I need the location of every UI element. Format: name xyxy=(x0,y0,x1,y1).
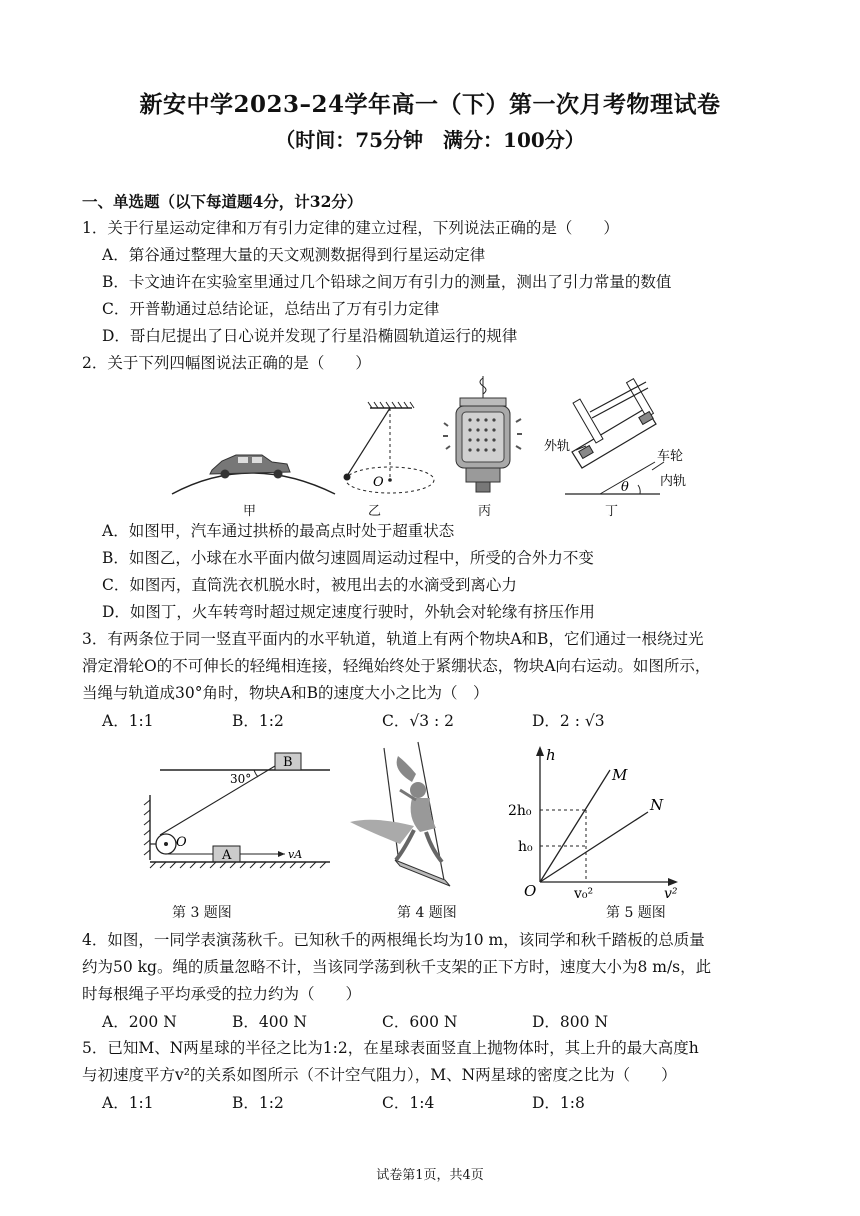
q3-angle-label: 30° xyxy=(230,772,252,786)
q3-stem-line-1: 3．有两条位于同一竖直平面内的水平轨道，轨道上有两个物块A和B，它们通过一根绕过光 xyxy=(82,630,704,648)
q4-option-b: B．400 N xyxy=(232,1013,307,1031)
q2-option-d: D．如图丁，火车转弯时超过规定速度行驶时，外轨会对轮缘有挤压作用 xyxy=(102,603,595,621)
q5-option-c: C．1:4 xyxy=(382,1094,435,1112)
q3-stem-line-3: 当绳与轨道成30°角时，物块A和B的速度大小之比为（ ） xyxy=(82,684,489,702)
q3-stem-line-2: 滑定滑轮O的不可伸长的轻绳相连接，轻绳始终处于紧绷状态，物块A向右运动。如图所示， xyxy=(82,657,711,675)
q3-block-b-label: B xyxy=(283,755,293,770)
q5-line-m-label: M xyxy=(612,766,628,784)
q3-option-a: A．1:1 xyxy=(102,712,154,730)
q3-pulley-figure xyxy=(144,753,330,868)
q5-figure-caption: 第 5 题图 xyxy=(606,905,666,921)
figure-label-ding: 丁 xyxy=(605,504,619,519)
q5-option-a: A．1:1 xyxy=(102,1094,154,1112)
q3-option-d: D．2 : √3 xyxy=(532,712,605,730)
q4-option-c: C．600 N xyxy=(382,1013,458,1031)
q4-figure-caption: 第 4 题图 xyxy=(397,905,457,921)
q3-block-a-label: A xyxy=(222,848,232,863)
q5-y-axis-label: h xyxy=(546,746,556,764)
q4-stem-line-1: 4．如图，一同学表演荡秋千。已知秋千的两根绳长均为10 m，该同学和秋千踏板的总质量 xyxy=(82,931,705,949)
q4-option-d: D．800 N xyxy=(532,1013,609,1031)
q5-h-v2-graph xyxy=(508,746,678,902)
q5-tick-2h0: 2h₀ xyxy=(508,803,532,819)
figure-label-yi: 乙 xyxy=(368,504,382,519)
page-footer: 试卷第1页，共4页 xyxy=(376,1168,484,1183)
theta-label: θ xyxy=(621,480,629,495)
q4-stem-line-3: 时每根绳子平均承受的拉力约为（ ） xyxy=(82,985,362,1003)
q3-option-c: C．√3 : 2 xyxy=(382,712,455,730)
section-heading: 一、单选题（以下每道题4分，计32分） xyxy=(82,192,363,211)
outer-rail-label: 外轨 xyxy=(544,439,571,454)
q5-option-d: D．1:8 xyxy=(532,1094,585,1112)
q4-swing-figure xyxy=(350,742,450,886)
q3-pulley-o-label: O xyxy=(176,835,187,850)
q1-stem: 1．关于行星运动定律和万有引力定律的建立过程，下列说法正确的是（ ） xyxy=(82,219,619,237)
pendulum-o-label: O xyxy=(373,475,384,490)
exam-subtitle: （时间：75分钟 满分：100分） xyxy=(275,128,585,152)
q1-option-c: C．开普勒通过总结论证，总结出了万有引力定律 xyxy=(102,300,440,318)
figure-label-jia: 甲 xyxy=(243,504,257,519)
q3-figure-caption: 第 3 题图 xyxy=(172,905,232,921)
q5-x-axis-label: v² xyxy=(664,886,678,902)
q5-stem-line-2: 与初速度平方v²的关系如图所示（不计空气阻力），M、N两星球的密度之比为（ ） xyxy=(82,1066,677,1084)
q2-option-c: C．如图丙，直筒洗衣机脱水时，被甩出去的水滴受到离心力 xyxy=(102,576,517,594)
q4-stem-line-2: 约为50 kg。绳的质量忽略不计，当该同学荡到秋千支架的正下方时，速度大小为8 m/s，此 xyxy=(82,958,712,976)
q2-option-b: B．如图乙，小球在水平面内做匀速圆周运动过程中，所受的合外力不变 xyxy=(102,549,594,567)
q2-option-a: A．如图甲，汽车通过拱桥的最高点时处于超重状态 xyxy=(102,522,455,540)
q5-line-n-label: N xyxy=(650,796,664,814)
q1-option-d: D．哥白尼提出了日心说并发现了行星沿椭圆轨道运行的规律 xyxy=(102,327,518,345)
q5-tick-v0sq: v₀² xyxy=(574,886,594,902)
q5-option-b: B．1:2 xyxy=(232,1094,284,1112)
q1-option-b: B．卡文迪许在实验室里通过几个铅球之间万有引力的测量，测出了引力常量的数值 xyxy=(102,273,672,291)
q5-stem-line-1: 5．已知M、N两星球的半径之比为1:2，在星球表面竖直上抛物体时，其上升的最大高度h xyxy=(82,1039,699,1057)
q3-option-b: B．1:2 xyxy=(232,712,284,730)
q5-tick-h0: h₀ xyxy=(518,839,533,855)
figure-label-bing: 丙 xyxy=(478,504,492,519)
q2-stem: 2．关于下列四幅图说法正确的是（ ） xyxy=(82,354,371,372)
inner-rail-label: 内轨 xyxy=(660,474,687,489)
q3-velocity-label: vA xyxy=(288,848,303,861)
exam-title: 新安中学2023–24学年高一（下）第一次月考物理试卷 xyxy=(139,91,721,118)
wheel-label: 车轮 xyxy=(657,449,684,464)
q5-origin-label: O xyxy=(524,882,537,900)
q1-option-a: A．第谷通过整理大量的天文观测数据得到行星运动定律 xyxy=(102,246,486,264)
q4-option-a: A．200 N xyxy=(102,1013,177,1031)
